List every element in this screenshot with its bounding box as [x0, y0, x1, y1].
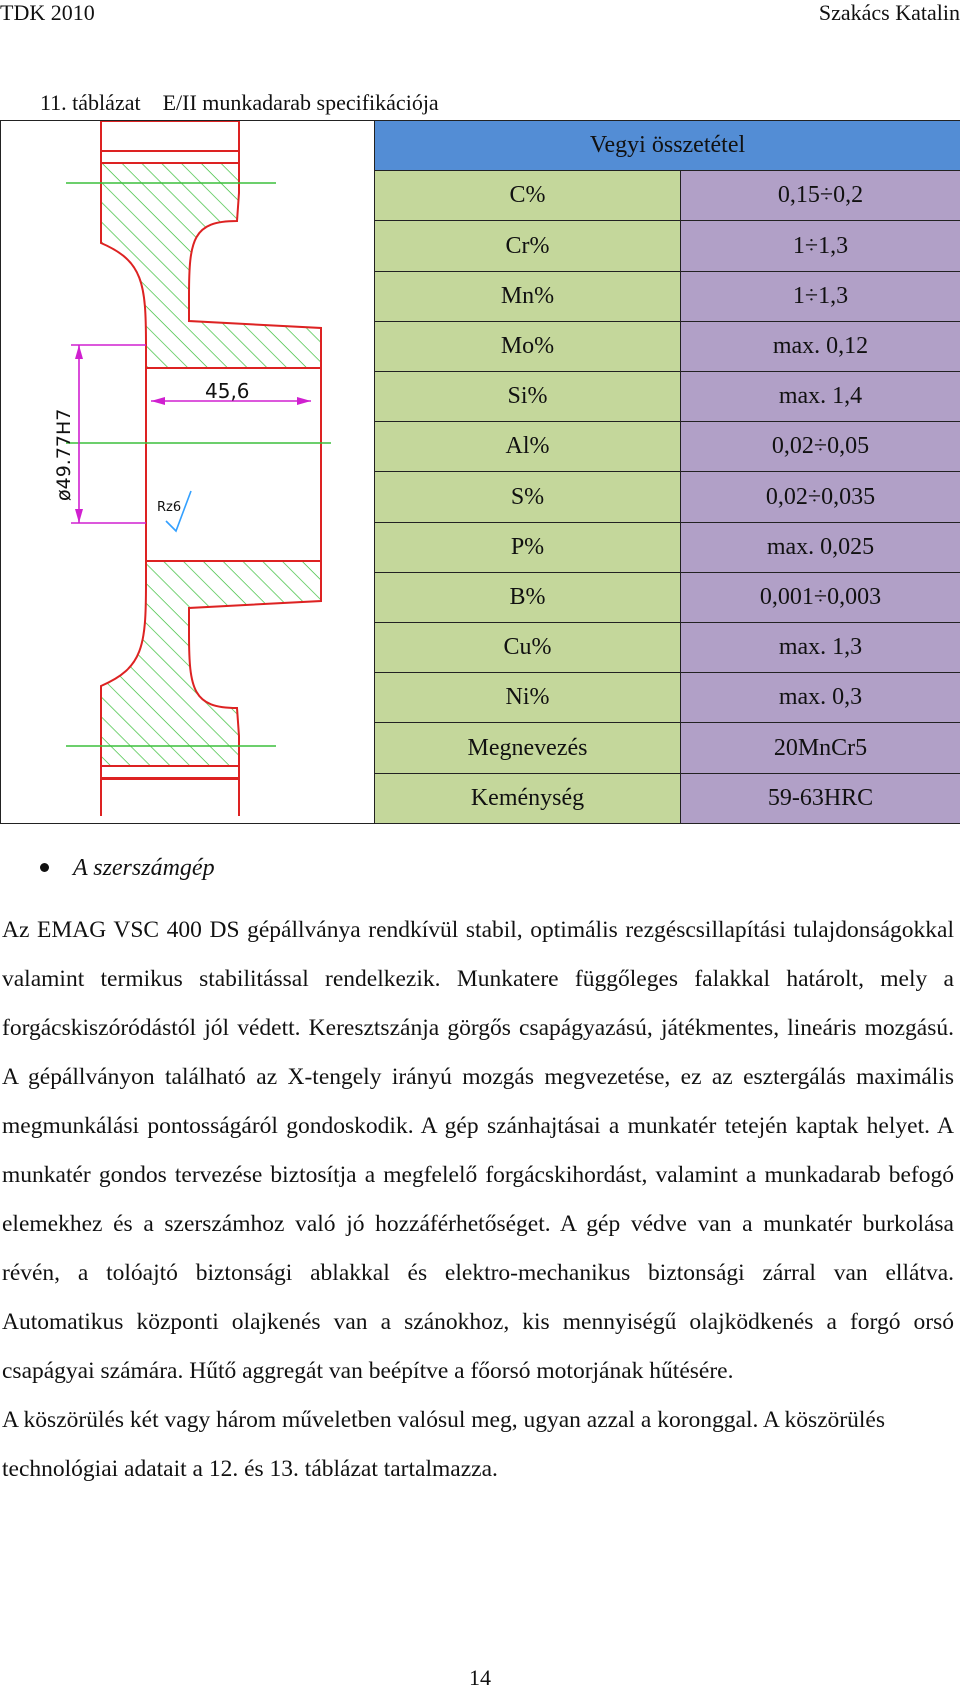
row-property: Cr%: [375, 221, 681, 271]
row-value: 0,15÷0,2: [681, 171, 960, 221]
row-property: Cu%: [375, 623, 681, 673]
caption-number: 11. táblázat: [40, 90, 141, 115]
row-value: max. 1,3: [681, 623, 960, 673]
row-property: Mo%: [375, 321, 681, 371]
row-value: max. 0,3: [681, 673, 960, 723]
paragraph-2: A köszörülés két vagy három műveletben valósul meg, ugyan azzal a koronggal. A köszörülés technológiai adatait a 12. és 13. táblázat tartalmazza.: [2, 1396, 954, 1494]
row-property: Si%: [375, 372, 681, 422]
spec-table: [0, 120, 960, 824]
row-value: 20MnCr5: [681, 723, 960, 773]
bullet-icon: [40, 863, 49, 872]
body-text: [2, 906, 954, 1494]
row-value: 1÷1,3: [681, 271, 960, 321]
row-property: Mn%: [375, 271, 681, 321]
table-caption: [40, 90, 439, 116]
row-value: 0,02÷0,05: [681, 422, 960, 472]
row-value: 1÷1,3: [681, 221, 960, 271]
row-property: Megnevezés: [375, 723, 681, 773]
header-left: TDK 2010: [0, 0, 95, 26]
page-number: 14: [0, 1665, 960, 1691]
row-value: 59-63HRC: [681, 773, 960, 823]
row-property: C%: [375, 171, 681, 221]
row-value: max. 0,025: [681, 522, 960, 572]
caption-title: E/II munkadarab specifikációja: [163, 90, 439, 115]
row-property: B%: [375, 572, 681, 622]
workpiece-drawing: [1, 121, 375, 816]
drawing-cell: [1, 121, 375, 824]
row-property: Al%: [375, 422, 681, 472]
paragraph-1: Az EMAG VSC 400 DS gépállványa rendkívül stabil, optimális rezgéscsillapítási tulajdonságokkal valamint termikus stabilitással rendelkezik. Munkatere függőleges falakkal határolt, mely a forgácskiszóródástól jól védett. Keresztszánja görgős csapágyazású, játékmentes, lineáris mozgású. A gépállványon található az X-tengely irányú mozgás megvezetése, ez az esztergálás maximális megmunkálási pontosságáról gondoskodik. A gép szánhajtásai a munkatér tetején kaptak helyet. A munkatér gondos tervezése biztosítja a megfelelő forgácskihordást, valamint a munkadarab befogó elemekhez és a szerszámhoz való jó hozzáférhetőséget. A gép védve van a munkatér burkolása révén, a tolóajtó biztonsági ablakkal és elektro-mechanikus biztonsági zárral van ellátva. Automatikus központi olajkenés van a szánokhoz, kis mennyiségű olajködkenés a forgó orsó csapágyai számára. Hűtő aggregát van beépítve a főorsó motorjának hűtésére.: [2, 906, 954, 1396]
row-value: max. 1,4: [681, 372, 960, 422]
row-property: Ni%: [375, 673, 681, 723]
row-value: max. 0,12: [681, 321, 960, 371]
section-heading-text: A szerszámgép: [73, 855, 215, 881]
table-header: Vegyi összetétel: [375, 121, 960, 171]
row-value: 0,001÷0,003: [681, 572, 960, 622]
row-property: Keménység: [375, 773, 681, 823]
header-right: Szakács Katalin: [819, 0, 960, 26]
row-property: S%: [375, 472, 681, 522]
section-top: [101, 163, 321, 368]
roughness-label: Rz6: [157, 500, 181, 515]
row-value: 0,02÷0,035: [681, 472, 960, 522]
dimension-bore-label: ø49.77H7: [53, 409, 75, 501]
dimension-inner-label: 45,6: [205, 379, 250, 403]
row-property: P%: [375, 522, 681, 572]
section-bottom: [101, 561, 321, 766]
section-heading: [40, 855, 215, 882]
